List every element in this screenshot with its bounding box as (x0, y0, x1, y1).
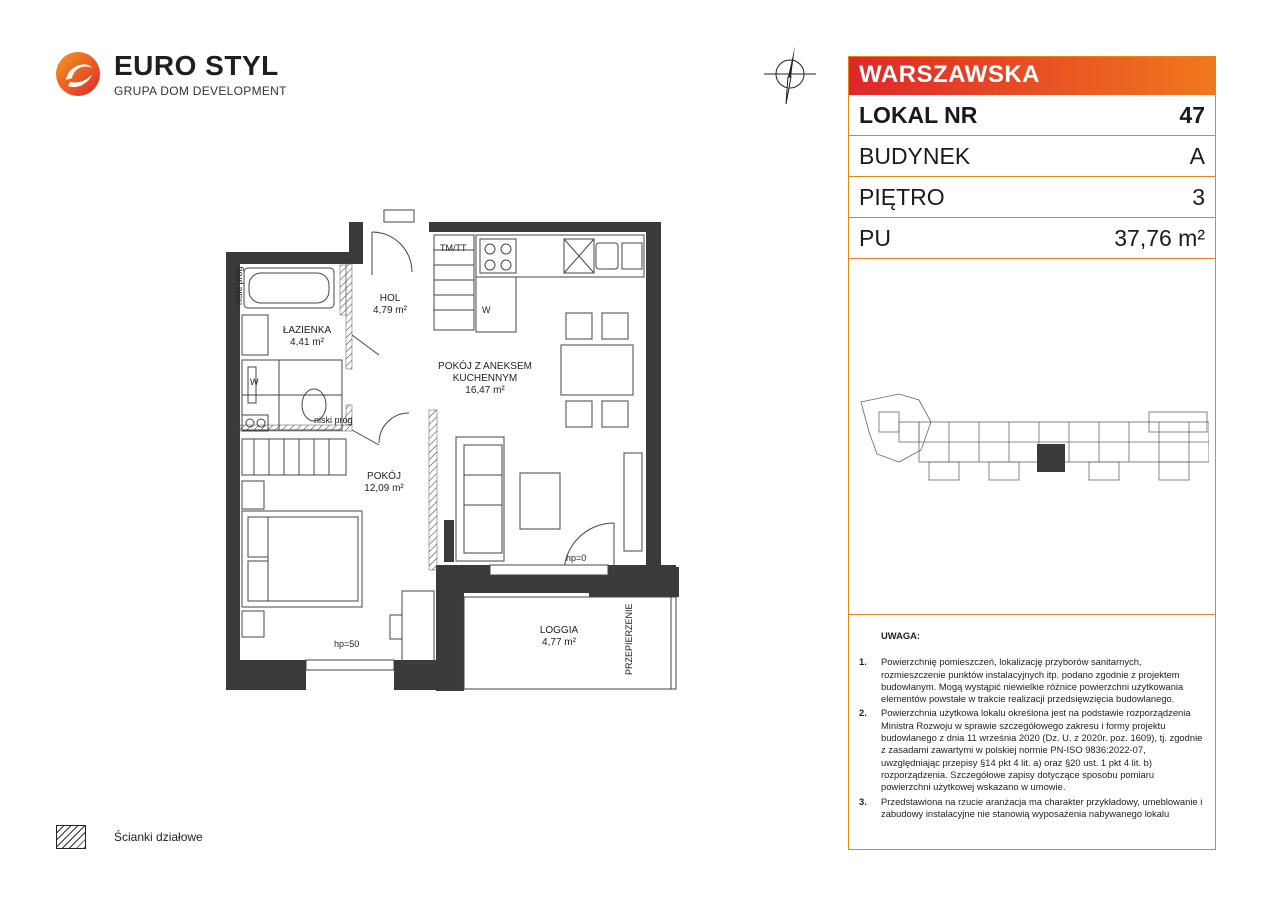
room-pokoj-aneks-name2: KUCHENNYM (452, 373, 518, 384)
row-pu (849, 218, 1215, 259)
notes-section (859, 630, 1205, 822)
compass-icon (760, 44, 820, 108)
euro-styl-logo-icon (54, 50, 102, 98)
note-item (859, 796, 1205, 821)
room-lazienka-area: 4,41 m² (290, 337, 324, 348)
note-item (859, 656, 1205, 705)
note-text: Przedstawiona na rzucie aranżacja ma charakter przykładowy, umeblowanie i zabudowy instalacyjne nie stanowią wyposażenia nabywanego lokalu (881, 795, 1203, 819)
note-number: 2. (859, 707, 867, 719)
legend-hatch-swatch (56, 825, 86, 849)
row-lokal-label: LOKAL NR (859, 101, 978, 128)
row-pietro-value: 3 (1192, 183, 1205, 210)
room-pokoj-aneks-area: 16,47 m² (465, 385, 505, 396)
row-budynek-label: BUDYNEK (859, 142, 971, 169)
room-pokoj-name: POKÓJ (367, 471, 401, 482)
row-pietro (849, 177, 1215, 218)
room-lazienka (272, 325, 342, 349)
note-number: 1. (859, 656, 867, 668)
room-hol-area: 4,79 m² (373, 305, 407, 316)
brand-name: EURO STYL (114, 50, 279, 81)
row-budynek (849, 136, 1215, 177)
info-panel (848, 56, 1216, 850)
w-label-kitchen: W (482, 305, 491, 315)
room-loggia-name: LOGGIA (539, 625, 579, 636)
room-loggia-area: 4,77 m² (542, 637, 576, 648)
room-pokoj-aneks-name1: POKÓJ Z ANEKSEM (438, 361, 532, 372)
row-budynek-value: A (1189, 142, 1205, 169)
brand-logo (54, 50, 294, 102)
floor-plan-drawing (224, 205, 684, 705)
niski-prog-label: niski próg (314, 415, 353, 425)
row-pietro-label: PIĘTRO (859, 183, 945, 210)
note-item (859, 707, 1205, 793)
note-text: Powierzchnia użytkowa lokalu określona jest na podstawie rozporządzenia Ministra Rozwoju w sprawie szczegółowego zakresu i formy projektu budowlanego z dnia 11 września 2020 (Dz. U. z 2020r. poz. 1609), tj. zgodnie z zasadami zawartymi w polskiej normie PN-ISO 9836:2022-07, uwzględniając przepisy §14 pkt 4 lit. a) oraz §20 ust. 1 pkt 4 lit. b) rozporządzenia. Szczegółowe zapisy dotyczące sposobu pomiaru powierzchni użytkowej wskazano w umowie. (881, 707, 1203, 793)
hp0-label: hp=0 (566, 553, 587, 563)
room-hol-name: HOL (379, 293, 401, 304)
hp50-label: hp=50 (334, 639, 360, 649)
room-pokoj-area: 12,09 m² (364, 483, 404, 494)
row-pu-value: 37,76 m² (1114, 224, 1205, 251)
floor-plan (224, 205, 684, 705)
w-label-bath: W (250, 377, 259, 387)
highlighted-unit (1037, 444, 1065, 472)
brand-subtitle: GRUPA DOM DEVELOPMENT (114, 84, 287, 98)
note-text: Powierzchnię pomieszczeń, lokalizację przyborów sanitarnych, rozmieszczenie punktów instalacyjnych itp. podano zgodnie z projektem budowlanym. Mogą wystąpić niewielkie różnice powierzchni użytkowania elementów powstałe w trakcie realizacji przedsięwzięcia budowlanego. (881, 656, 1184, 705)
row-lokal-value: 47 (1179, 101, 1205, 128)
room-lazienka-name: ŁAZIENKA (282, 325, 332, 336)
row-lokal (849, 95, 1215, 136)
legend-label: Ścianki działowe (114, 830, 203, 844)
room-pokoj-aneks (430, 361, 540, 397)
row-pu-label: PU (859, 224, 891, 251)
notes-title: UWAGA: (881, 630, 921, 641)
room-pokoj (354, 471, 414, 495)
investment-title: WARSZAWSKA (849, 57, 1215, 95)
room-loggia (524, 625, 594, 649)
room-hol (364, 293, 416, 317)
tm-tt-label: TM/TT (440, 243, 467, 253)
building-site-plan (859, 392, 1209, 502)
przepierzenie-label: PRZEPIERZENIE (624, 603, 634, 675)
niski-prog-label-vertical: niski próg (234, 266, 244, 305)
panel-separator (849, 614, 1215, 615)
note-number: 3. (859, 795, 867, 807)
